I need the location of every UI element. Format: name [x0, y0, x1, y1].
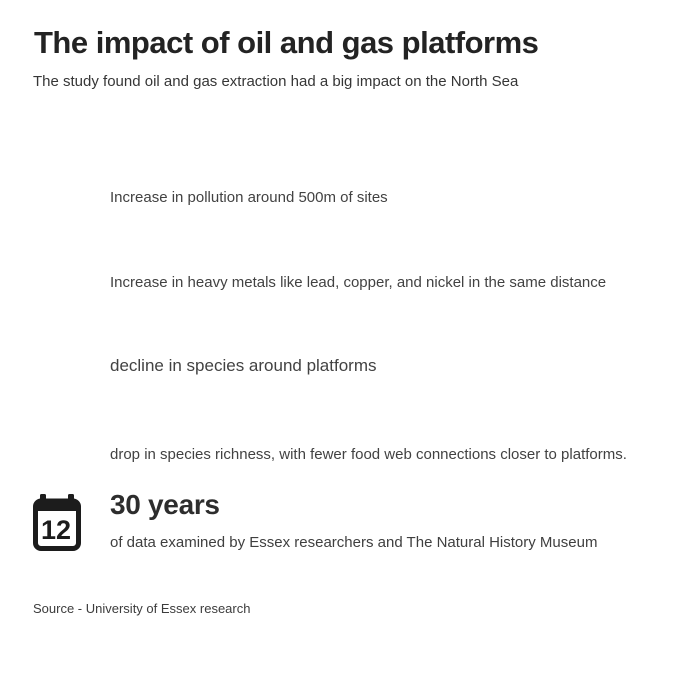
- calendar-day-number: 12: [40, 515, 72, 545]
- duration-value: 30 years: [110, 489, 220, 520]
- source-attribution: Source - University of Essex research: [33, 601, 251, 616]
- stat-label-pollution: Increase in pollution around 500m of sites: [110, 189, 388, 206]
- calendar-icon: [33, 494, 81, 551]
- page-title: The impact of oil and gas platforms: [34, 25, 539, 60]
- stat-label-heavy-metals: Increase in heavy metals like lead, copper, and nickel in the same distance: [110, 274, 607, 291]
- duration-description: of data examined by Essex researchers and The Natural History Museum: [110, 534, 598, 551]
- page-subtitle: The study found oil and gas extraction had a big impact on the North Sea: [33, 73, 519, 90]
- stat-label-species-richness: drop in species richness, with fewer food web connections closer to platforms.: [110, 446, 627, 463]
- stat-label-species-decline: decline in species around platforms: [110, 356, 377, 375]
